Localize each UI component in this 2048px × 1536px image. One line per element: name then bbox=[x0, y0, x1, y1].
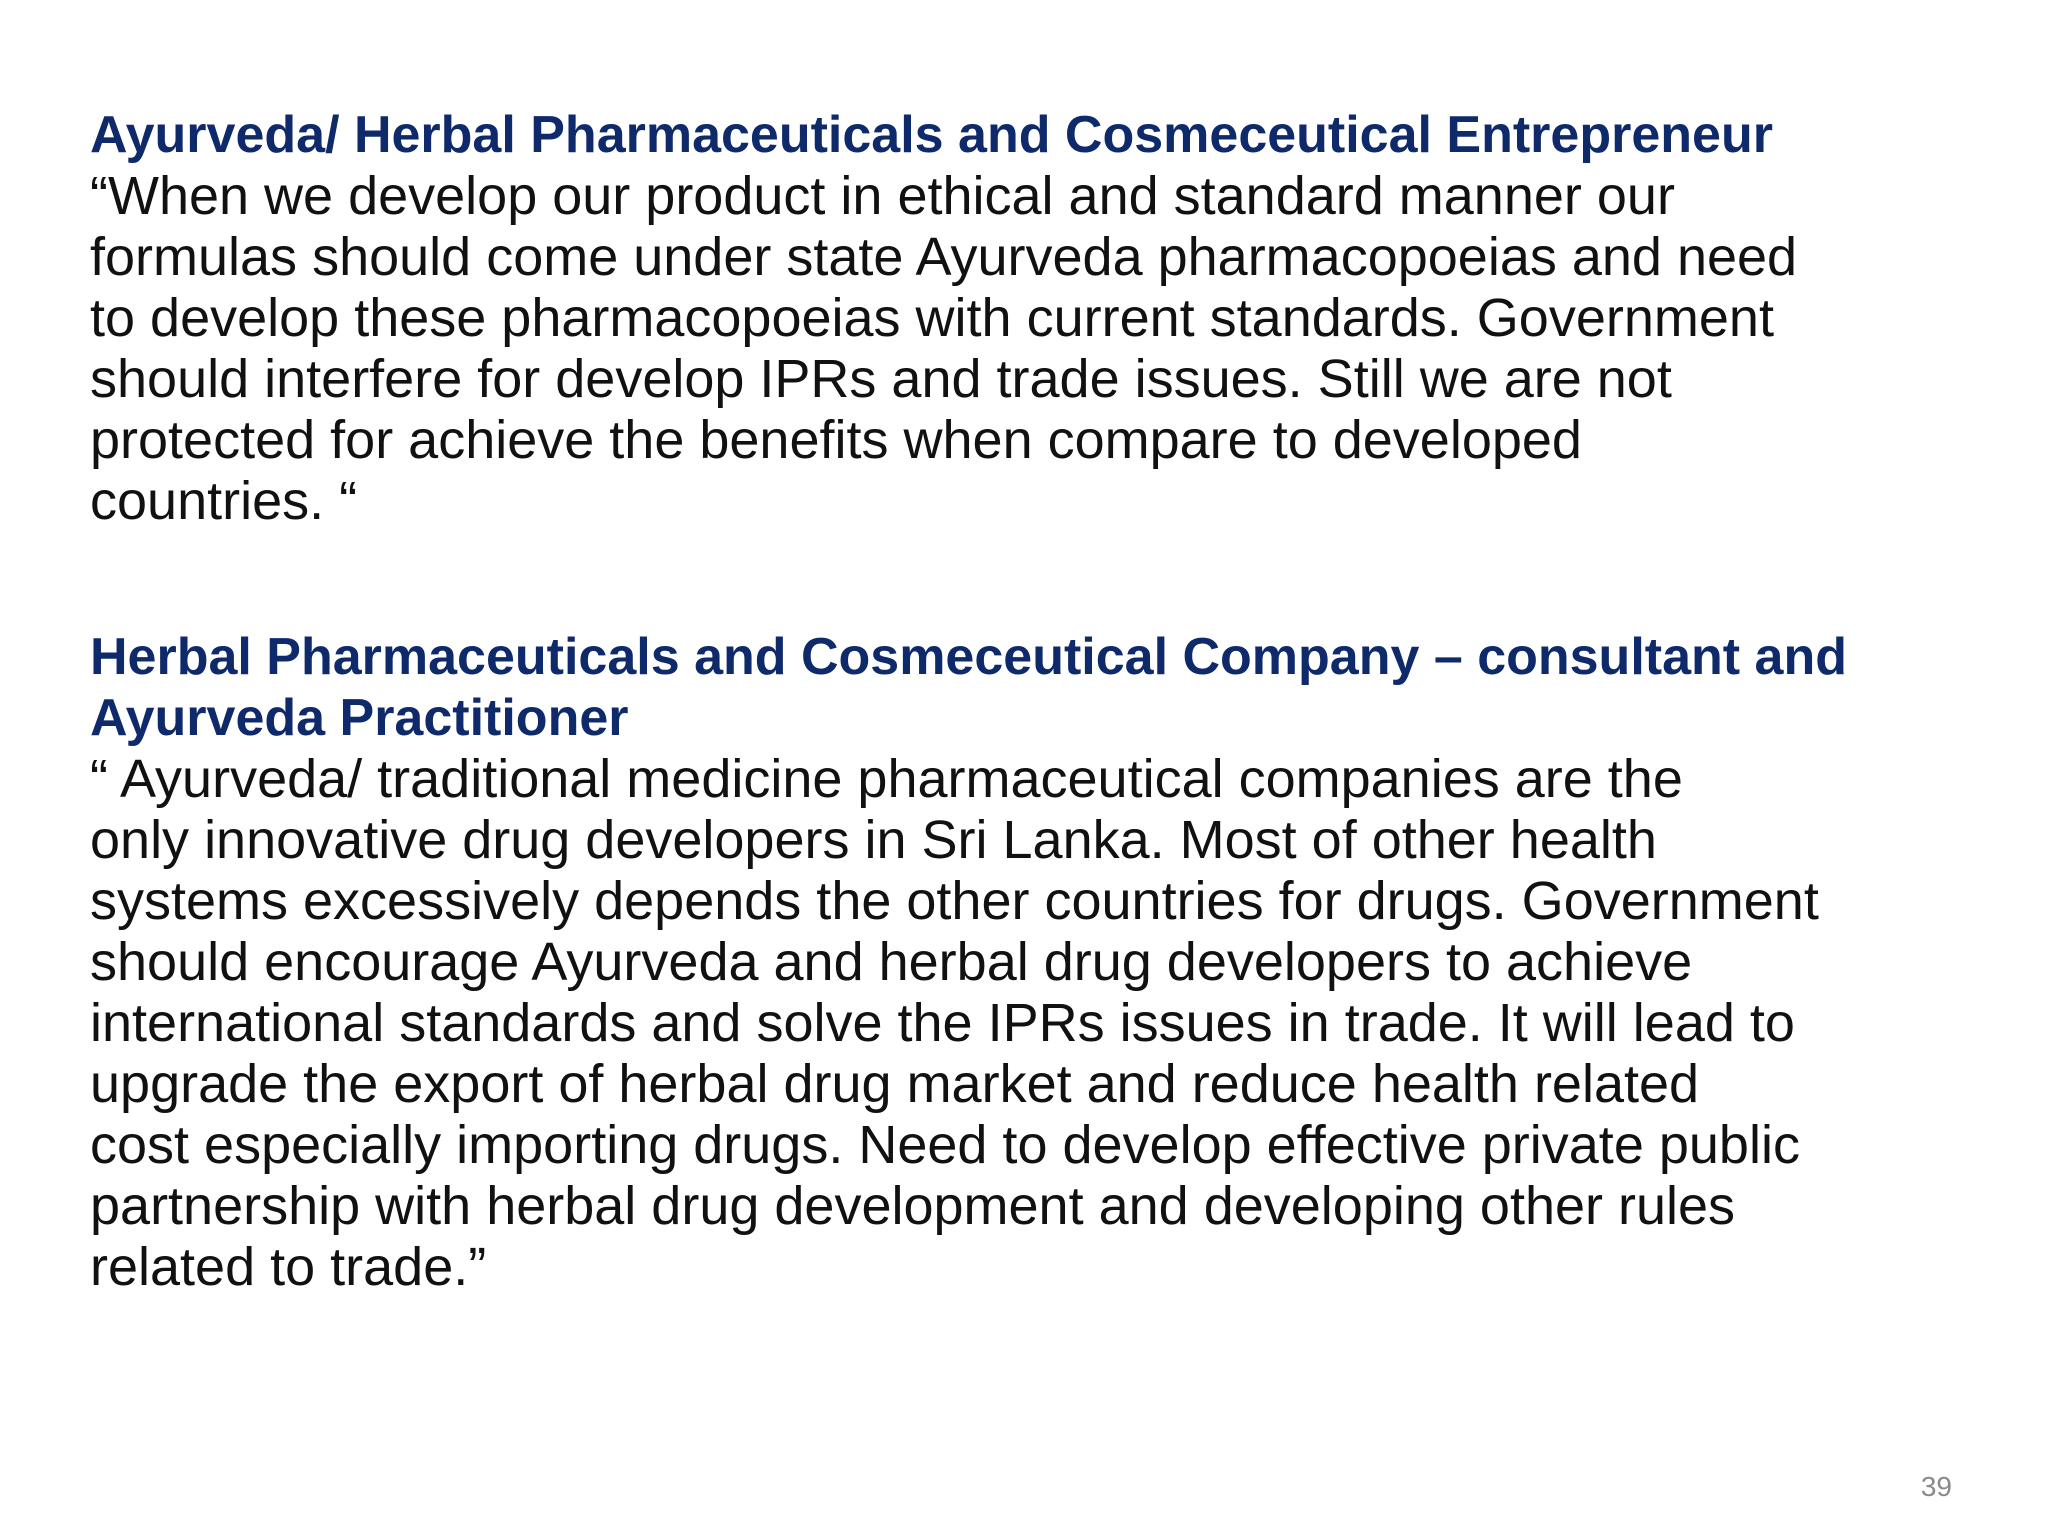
page-number: 39 bbox=[1920, 1471, 1952, 1502]
quote-line: only innovative drug developers in Sri Lanka. Most of other health bbox=[90, 810, 1657, 870]
heading-line: Herbal Pharmaceuticals and Cosmeceutical Company – consultant and bbox=[90, 628, 1847, 686]
quote-line: formulas should come under state Ayurveda pharmacopoeias and need bbox=[90, 227, 1798, 287]
section-entrepreneur bbox=[90, 105, 1970, 532]
quote-line: cost especially importing drugs. Need to develop effective private public bbox=[90, 1115, 1800, 1175]
quote-text bbox=[90, 749, 1970, 1298]
section-consultant bbox=[90, 627, 1970, 1298]
quote-line: related to trade.” bbox=[90, 1237, 487, 1297]
heading-line: Ayurveda Practitioner bbox=[90, 689, 629, 747]
quote-line: systems excessively depends the other countries for drugs. Government bbox=[90, 871, 1819, 931]
quote-line: should encourage Ayurveda and herbal drug developers to achieve bbox=[90, 932, 1693, 992]
quote-text bbox=[90, 166, 1970, 532]
slide-content bbox=[90, 105, 1970, 1298]
section-heading bbox=[90, 105, 1970, 166]
quote-line: “When we develop our product in ethical and standard manner our bbox=[90, 166, 1675, 226]
quote-line: international standards and solve the IPRs issues in trade. It will lead to bbox=[90, 993, 1795, 1053]
quote-line: should interfere for develop IPRs and trade issues. Still we are not bbox=[90, 349, 1672, 409]
section-heading bbox=[90, 627, 1970, 749]
quote-line: partnership with herbal drug development and developing other rules bbox=[90, 1176, 1736, 1236]
heading-line: Ayurveda/ Herbal Pharmaceuticals and Cosmeceutical Entrepreneur bbox=[90, 106, 1773, 164]
quote-line: upgrade the export of herbal drug market and reduce health related bbox=[90, 1054, 1700, 1114]
quote-line: to develop these pharmacopoeias with current standards. Government bbox=[90, 288, 1774, 348]
quote-line: countries. “ bbox=[90, 471, 358, 531]
quote-line: protected for achieve the benefits when compare to developed bbox=[90, 410, 1582, 470]
quote-line: “ Ayurveda/ traditional medicine pharmaceutical companies are the bbox=[90, 749, 1683, 809]
